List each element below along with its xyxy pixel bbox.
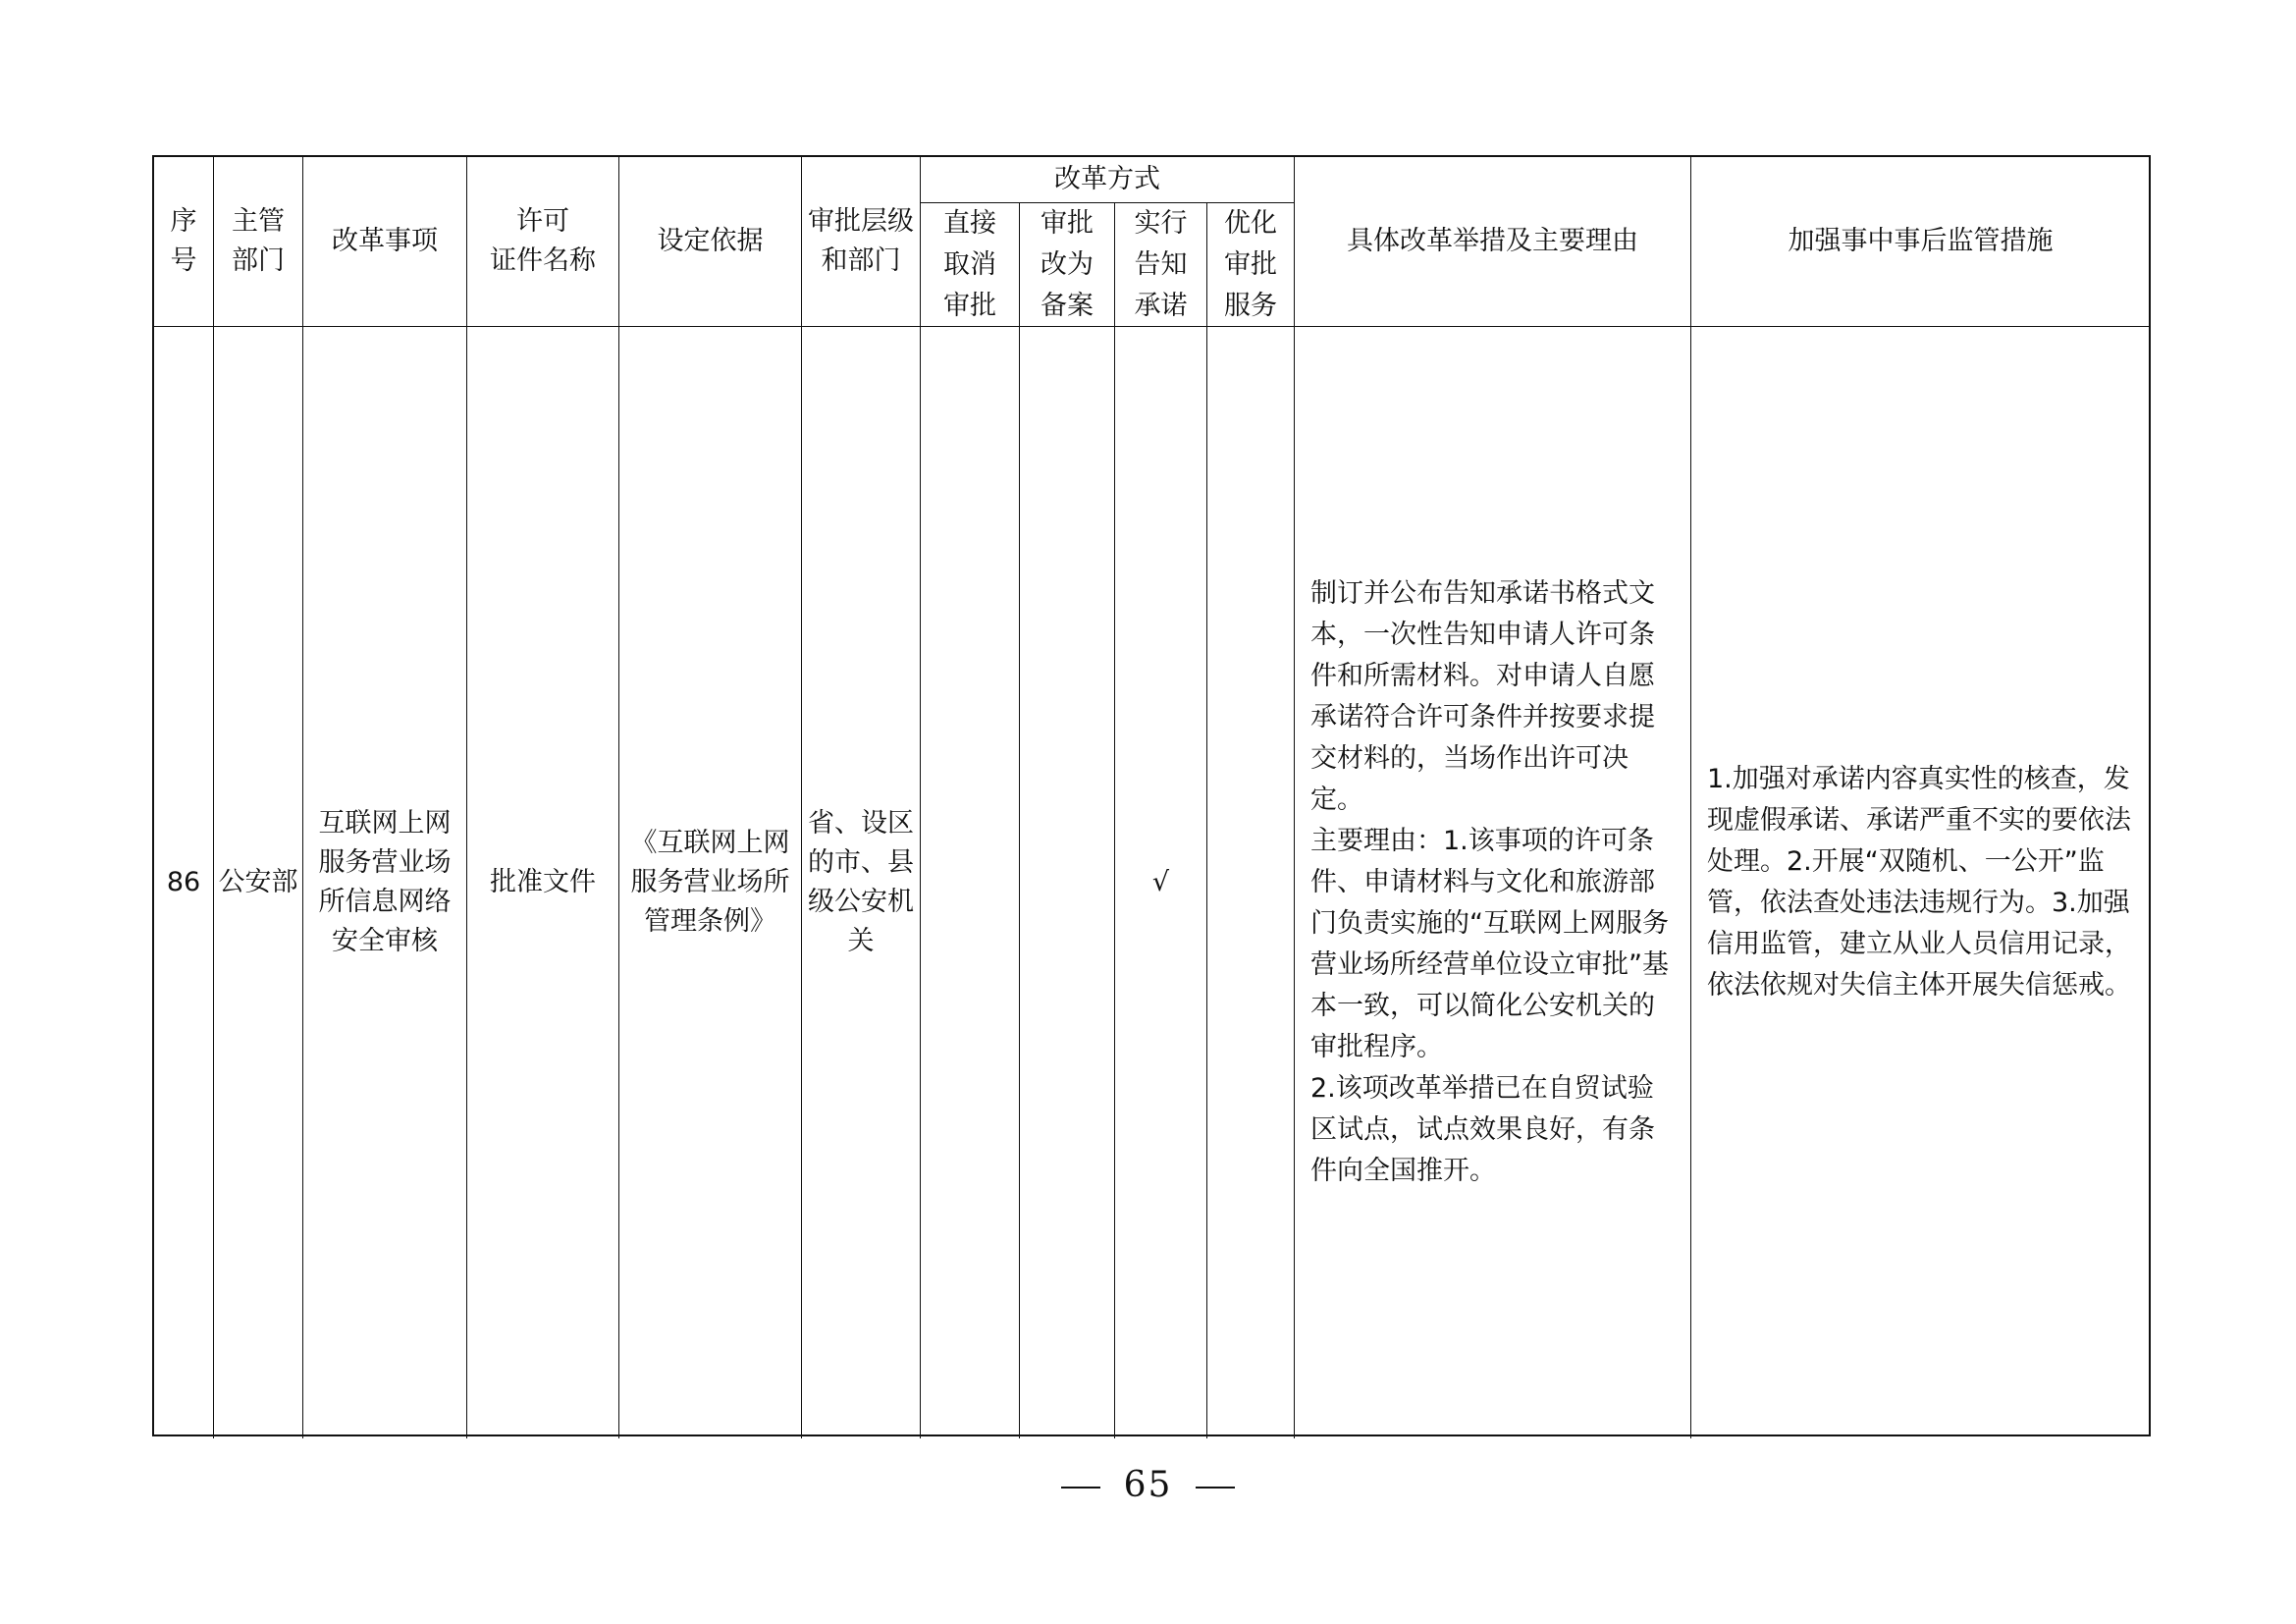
row-department: 公安部 bbox=[214, 327, 303, 1438]
row-method-optimize bbox=[1207, 327, 1295, 1438]
header-license-name: 许可 证件名称 bbox=[467, 157, 619, 327]
row-method-cancel bbox=[921, 327, 1020, 1438]
header-reform-item: 改革事项 bbox=[303, 157, 467, 327]
measures-paragraph-2: 主要理由：1.该事项的许可条件、申请材料与文化和旅游部门负责实施的“互联网上网服务营业场所经营单位设立审批”基本一致，可以简化公安机关的审批程序。 bbox=[1310, 826, 1669, 1062]
header-legal-basis: 设定依据 bbox=[619, 157, 802, 327]
row-method-notify-check: √ bbox=[1115, 327, 1207, 1438]
page-footer bbox=[0, 1465, 2296, 1505]
header-method-cancel: 直接 取消 审批 bbox=[921, 203, 1020, 327]
row-supervision bbox=[1691, 327, 2150, 1438]
measures-paragraph-1: 制订并公布告知承诺书格式文本，一次性告知申请人许可条件和所需材料。对申请人自愿承诺符合许可条件并按要求提交材料的，当场作出许可决定。 bbox=[1310, 578, 1655, 815]
header-reform-measures: 具体改革举措及主要理由 bbox=[1295, 157, 1691, 327]
footer-dash-right bbox=[1196, 1487, 1235, 1489]
page-number: 65 bbox=[1123, 1465, 1173, 1505]
row-reform-measures bbox=[1295, 327, 1691, 1438]
header-approval-level: 审批层级 和部门 bbox=[802, 157, 921, 327]
header-seq: 序 号 bbox=[154, 157, 214, 327]
row-approval-level: 省、设区 的市、县 级公安机 关 bbox=[802, 327, 921, 1438]
header-method-filing: 审批 改为 备案 bbox=[1020, 203, 1115, 327]
row-reform-item: 互联网上网 服务营业场 所信息网络 安全审核 bbox=[303, 327, 467, 1438]
header-supervision: 加强事中事后监管措施 bbox=[1691, 157, 2150, 327]
footer-dash-left bbox=[1061, 1487, 1100, 1489]
supervision-text: 1.加强对承诺内容真实性的核查，发现虚假承诺、承诺严重不实的要依法处理。2.开展“双随机、一公开”监管，依法查处违法违规行为。3.加强信用监管，建立从业人员信用记录，依法依规对失信主体开展失信惩戒。 bbox=[1707, 764, 2131, 1001]
row-method-filing bbox=[1020, 327, 1115, 1438]
row-license-name: 批准文件 bbox=[467, 327, 619, 1438]
measures-paragraph-3: 2.该项改革举措已在自贸试验区试点，试点效果良好，有条件向全国推开。 bbox=[1310, 1073, 1655, 1186]
header-reform-methods: 改革方式 bbox=[921, 157, 1295, 203]
row-seq: 86 bbox=[154, 327, 214, 1438]
reform-table bbox=[152, 155, 2151, 1436]
header-method-notify: 实行 告知 承诺 bbox=[1115, 203, 1207, 327]
header-department: 主管 部门 bbox=[214, 157, 303, 327]
header-method-optimize: 优化 审批 服务 bbox=[1207, 203, 1295, 327]
row-legal-basis: 《互联网上网 服务营业场所 管理条例》 bbox=[619, 327, 802, 1438]
